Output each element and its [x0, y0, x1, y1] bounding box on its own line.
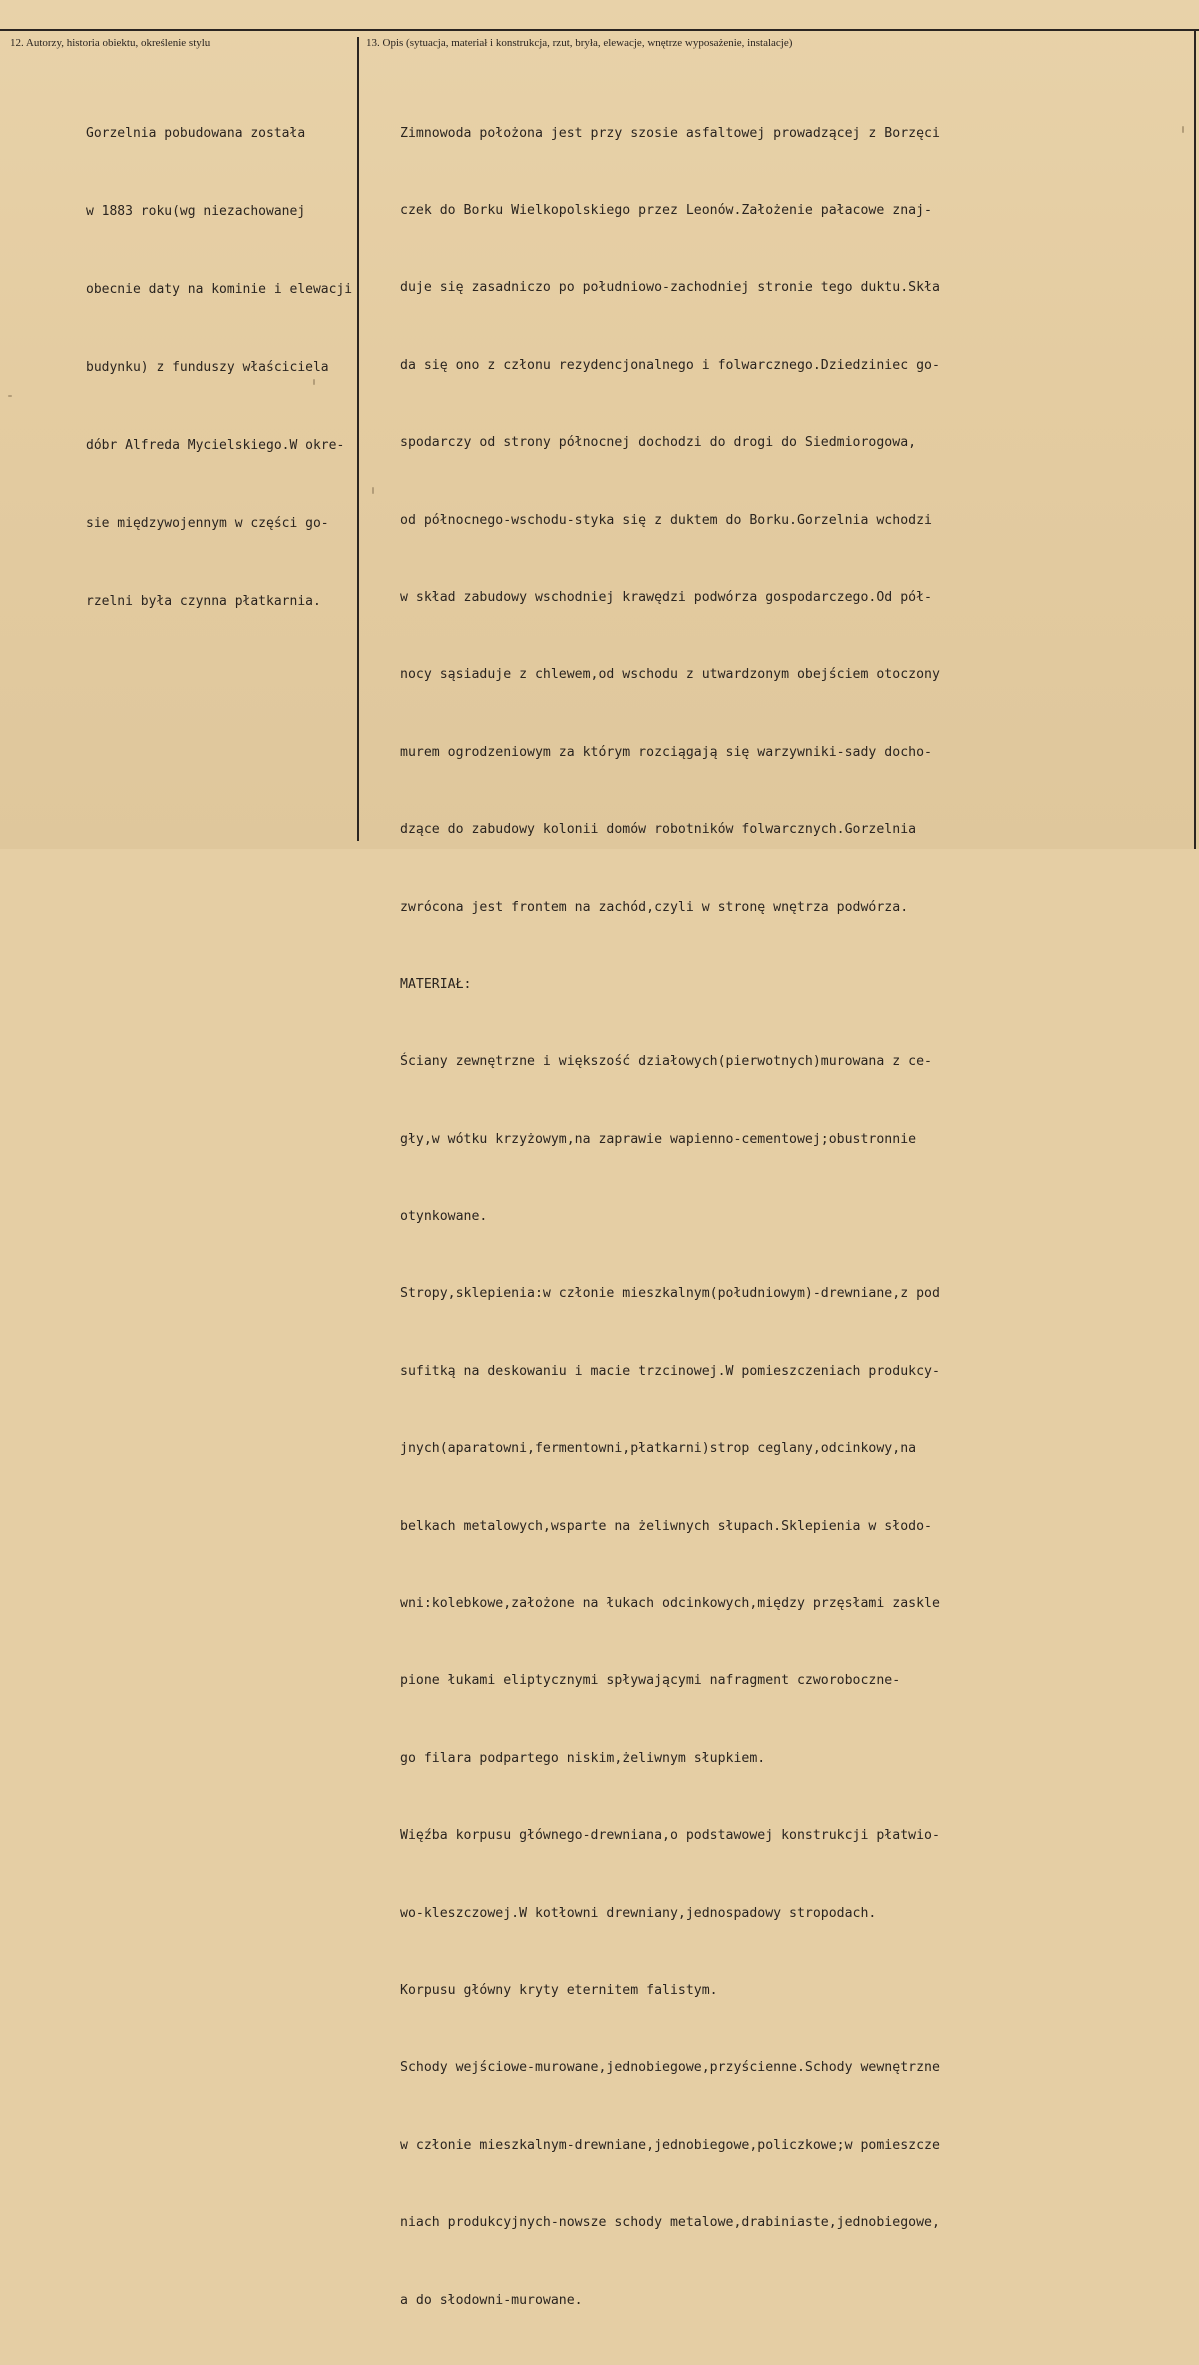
section-12-header: 12. Autorzy, historia obiektu, określenie stylu — [10, 37, 211, 49]
description-line: zwrócona jest frontem na zachód,czyli w stronę wnętrza podwórza. — [400, 899, 909, 915]
right-rule — [1194, 29, 1196, 849]
description-line: czek do Borku Wielkopolskiego przez Leonów.Założenie pałacowe znaj- — [400, 202, 932, 218]
description-text — [400, 69, 940, 2365]
description-line: wo-kleszczowej.W kotłowni drewniany,jednospadowy stropodach. — [400, 1905, 877, 1921]
description-line: Zimnowoda położona jest przy szosie asfaltowej prowadzącej z Borzęci — [400, 125, 940, 141]
history-text — [86, 69, 352, 667]
description-line: wni:kolebkowe,założone na łukach odcinkowych,między przęsłami zaskle — [400, 1596, 940, 1612]
description-line: Ściany zewnętrzne i większość działowych(pierwotnych)murowana z ce- — [400, 1054, 932, 1070]
description-line: Stropy,sklepienia:w członie mieszkalnym(południowym)-drewniane,z pod — [400, 1286, 940, 1302]
paper-speck — [313, 379, 315, 385]
description-line: od północnego-wschodu-styka się z duktem do Borku.Gorzelnia wchodzi — [400, 512, 932, 528]
history-line: budynku) z funduszy właściciela — [86, 360, 329, 375]
description-line: Korpusu główny kryty eternitem falistym. — [400, 1982, 718, 1998]
description-line: dzące do zabudowy kolonii domów robotników folwarcznych.Gorzelnia — [400, 822, 917, 838]
description-line: otynkowane. — [400, 1209, 488, 1225]
history-line: rzelni była czynna płatkarnia. — [86, 594, 321, 609]
top-rule — [0, 29, 1199, 31]
description-line: w skład zabudowy wschodniej krawędzi podwórza gospodarczego.Od pół- — [400, 589, 932, 605]
section-13-header: 13. Opis (sytuacja, materiał i konstrukcja, rzut, bryła, elewacje, wnętrze wyposażenie, instalacje) — [366, 37, 793, 49]
history-line: Gorzelnia pobudowana została — [86, 126, 306, 141]
description-line: gły,w wótku krzyżowym,na zaprawie wapienno-cementowej;obustronnie — [400, 1131, 917, 1147]
description-line: belkach metalowych,wsparte na żeliwnych słupach.Sklepienia w słodo- — [400, 1518, 932, 1534]
description-line: w członie mieszkalnym-drewniane,jednobiegowe,policzkowe;w pomieszcze — [400, 2137, 940, 2153]
description-line: a do słodowni-murowane. — [400, 2292, 583, 2308]
history-line: dóbr Alfreda Mycielskiego.W okre- — [86, 438, 345, 453]
description-line: murem ogrodzeniowym za którym rozciągają się warzywniki-sady docho- — [400, 744, 932, 760]
history-line: w 1883 roku(wg niezachowanej — [86, 204, 306, 219]
paper-speck — [8, 395, 12, 397]
description-line: MATERIAŁ: — [400, 976, 472, 992]
description-line: niach produkcyjnych-nowsze schody metalowe,drabiniaste,jednobiegowe, — [400, 2215, 940, 2231]
column-divider — [357, 37, 359, 841]
description-line: duje się zasadniczo po południowo-zachodniej stronie tego duktu.Skła — [400, 280, 940, 296]
description-line: da się ono z członu rezydencjonalnego i folwarcznego.Dziedziniec go- — [400, 357, 940, 373]
description-line: nocy sąsiaduje z chlewem,od wschodu z utwardzonym obejściem otoczony — [400, 667, 940, 683]
description-line: sufitką na deskowaniu i macie trzcinowej.W pomieszczeniach produkcy- — [400, 1363, 940, 1379]
history-line: sie międzywojennym w części go- — [86, 516, 329, 531]
description-line: spodarczy od strony północnej dochodzi do drogi do Siedmiorogowa, — [400, 435, 917, 451]
description-line: go filara podpartego niskim,żeliwnym słupkiem. — [400, 1750, 766, 1766]
description-line: Schody wejściowe-murowane,jednobiegowe,przyścienne.Schody wewnętrzne — [400, 2060, 940, 2076]
history-line: obecnie daty na kominie i elewacji — [86, 282, 353, 297]
description-line: pione łukami eliptycznymi spływającymi nafragment czworoboczne- — [400, 1673, 901, 1689]
paper-speck — [372, 487, 374, 494]
description-line: jnych(aparatowni,fermentowni,płatkarni)strop ceglany,odcinkowy,na — [400, 1441, 917, 1457]
paper-speck — [1182, 126, 1184, 133]
description-line: Więźba korpusu głównego-drewniana,o podstawowej konstrukcji płatwio- — [400, 1828, 940, 1844]
